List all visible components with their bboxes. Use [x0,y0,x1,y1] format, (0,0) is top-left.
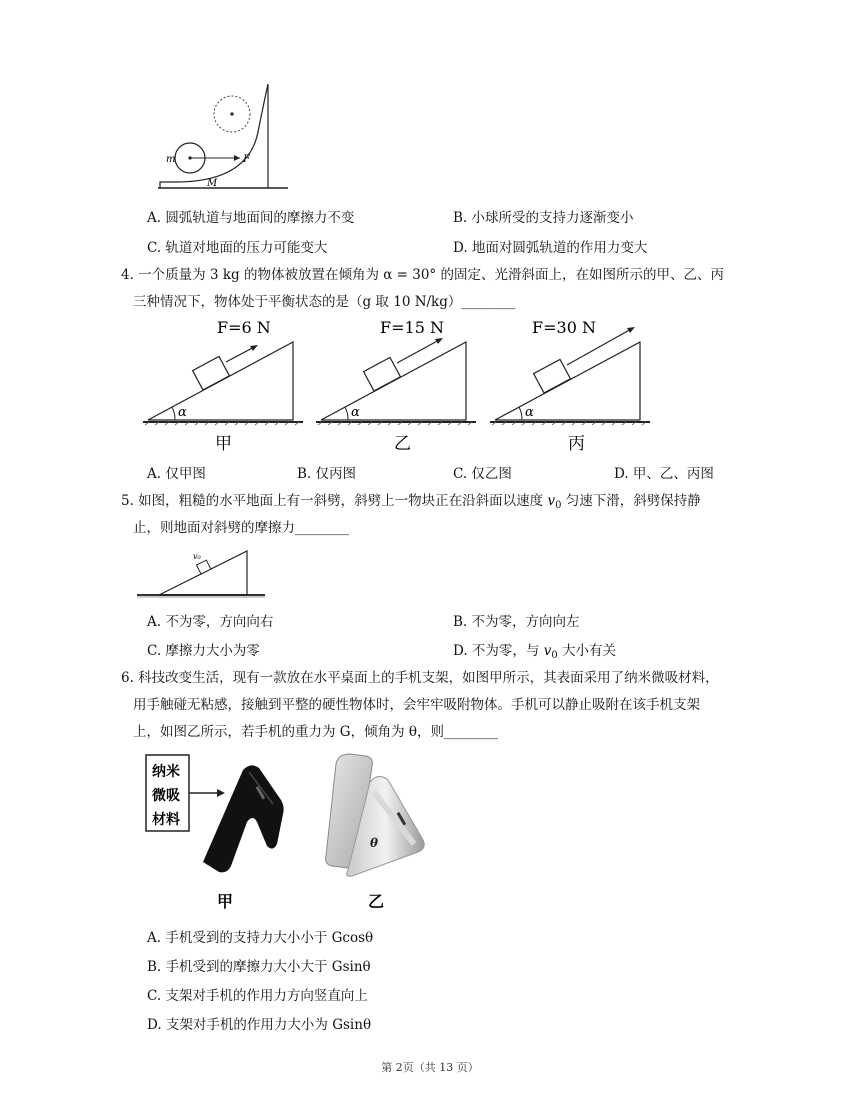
q4-stem-line2: 三种情况下，物体处于平衡状态的是（g 取 10 N/kg）________ [133,294,516,310]
q5-stem-line2: 止，则地面对斜劈的摩擦力________ [133,520,349,536]
q5-option-a: A. 不为零，方向向右 [147,614,274,630]
page-footer: 第 2页（共 13 页） [381,1061,479,1074]
q5-option-d-v-sub: 0 [551,650,558,661]
q6-option-c: C. 支架对手机的作用力方向竖直向上 [147,988,368,1004]
q5-v0: v [547,493,556,509]
q6-caption-yi: 乙 [368,892,385,911]
q6-material-line3: 材料 [152,812,180,828]
svg-text:θ: θ [370,836,379,850]
q4-caption-jia: 甲 [215,434,232,454]
q3-option-a: A. 圆弧轨道与地面间的摩擦力不变 [147,210,355,226]
q6-stem-line1: 6. 科技改变生活，现有一款放在水平桌面上的手机支架，如图甲所示，其表面采用了纳米微吸材料， [121,670,719,686]
q4-force-label-jia: F=6 N [217,318,271,337]
q4-angle-jia: α [178,405,187,420]
q3-option-c: C. 轨道对地面的压力可能变大 [147,240,328,256]
q4-caption-bing: 丙 [568,434,585,454]
q6-material-line1: 纳米 [152,764,180,780]
q5-stem-part-a: 5. 如图，粗糙的水平地面上有一斜劈，斜劈上一物块正在沿斜面以速度 [121,493,548,509]
q6-figure-yi [318,752,438,912]
q4-angle-yi: α [351,405,360,420]
q4-stem-line1: 4. 一个质量为 3 kg 的物体被放置在倾角为 α = 30° 的固定、光滑斜面上，在如图所示的甲、乙、丙 [121,267,724,283]
q4-figure-bing [490,314,655,454]
q5-option-d-part-b: 大小有关 [557,643,617,659]
q5-option-b: B. 不为零，方向向左 [453,614,580,630]
q4-option-d: D. 甲、乙、丙图 [614,466,714,482]
q4-figure-jia [143,314,308,454]
q4-option-a: A. 仅甲图 [147,466,206,482]
q4-force-label-yi: F=15 N [380,318,444,337]
q4-force-label-bing: F=30 N [532,318,596,337]
q6-stem-line3: 上，如图乙所示，若手机的重力为 G，倾角为 θ，则________ [133,724,498,740]
q6-option-d: D. 支架对手机的作用力大小为 Gsinθ [147,1017,372,1033]
q5-option-d-part-a: D. 不为零，与 [453,643,544,659]
q3-mass-label: m [166,154,176,165]
q6-material-line2: 微吸 [152,788,180,804]
q5-stem-line1 [121,491,701,516]
q6-figure-jia [143,752,303,912]
q3-option-d: D. 地面对圆弧轨道的作用力变大 [453,240,648,256]
q3-figure [150,82,290,194]
q4-option-b: B. 仅丙图 [297,466,357,482]
q5-option-d-v: v [543,643,552,659]
q6-option-b: B. 手机受到的摩擦力大小大于 Gsinθ [147,959,371,975]
q3-force-label: F [243,154,250,165]
q5-option-c: C. 摩擦力大小为零 [147,643,260,659]
q3-track-label: M [207,178,218,189]
q5-stem-part-b: 匀速下滑，斜劈保持静 [561,493,701,509]
q4-option-c: C. 仅乙图 [453,466,512,482]
q5-figure [137,545,267,600]
q6-option-a: A. 手机受到的支持力大小小于 Gcosθ [147,930,374,946]
q4-figure-yi [316,314,481,454]
q6-caption-jia: 甲 [217,892,234,911]
q4-caption-yi: 乙 [394,434,411,454]
q5-option-d [453,639,616,661]
q3-option-b: B. 小球所受的支持力逐渐变小 [453,210,634,226]
q6-stem-line2: 用手触碰无粘感，接触到平整的硬性物体时，会牢牢吸附物体。手机可以静止吸附在该手机支架 [133,697,700,713]
q4-angle-bing: α [525,405,534,420]
q5-fig-v0-label: v₀ [193,552,201,561]
q5-v0-sub: 0 [555,500,562,511]
